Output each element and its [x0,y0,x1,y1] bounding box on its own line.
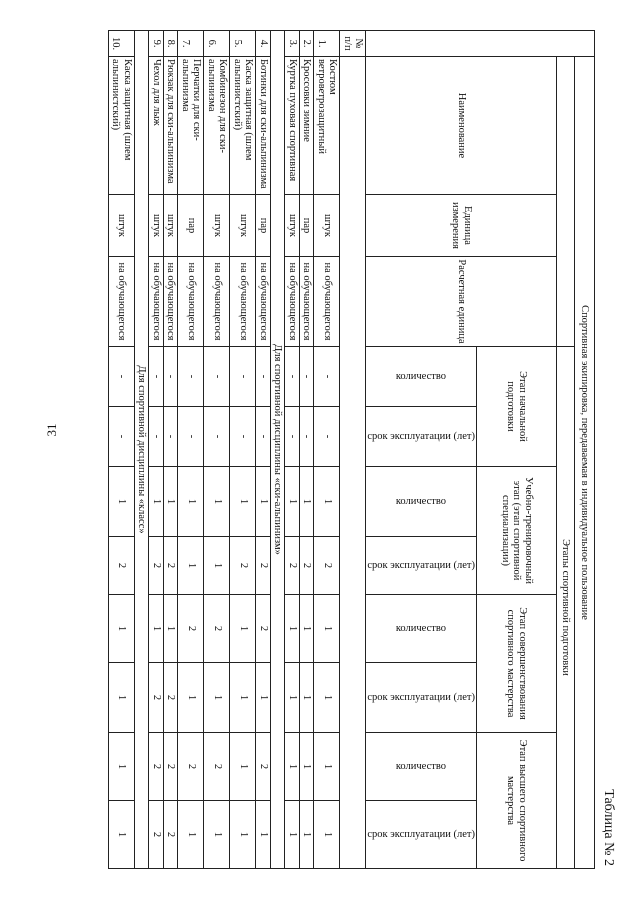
item-name: Костюм ветроветрозащитный [314,57,340,195]
header-stage-3: Этап совершенствования спортивного мастерства [477,595,557,733]
item-name: Каска защитная (шлем альпинистский) [230,57,256,195]
item-calc-unit: на обучающегося [314,257,340,347]
header-stage-2: Учебно-тренировочный этап (этап спортивной специализации) [477,467,557,595]
table-caption: Таблица № 2 [601,789,616,866]
header-spacer [366,31,595,57]
row-number: 4. [256,31,271,57]
header-stage-1: Этап начальной подготовки [477,347,557,467]
header-term-4: срок эксплуатации (лет) [366,801,477,869]
item-calc-unit: на обучающегося [149,257,164,347]
stage-value: 2 [285,537,300,595]
table-row [230,31,256,869]
stage-value: 1 [299,467,314,537]
header-spacer-2 [557,57,575,347]
header-name: Наименование [366,57,557,195]
row-number: 5. [230,31,256,57]
table-body [108,31,340,869]
stage-value: - [178,347,204,407]
table-row [256,31,271,869]
stage-value: 1 [163,467,178,537]
stage-value: - [230,347,256,407]
stage-value: 1 [285,733,300,801]
stage-value: 1 [314,595,340,663]
header-blank [340,57,366,869]
stage-value: 1 [178,537,204,595]
item-name: Комбинезон для ски-альпинизма [204,57,230,195]
stage-value: - [285,347,300,407]
stage-value: - [314,347,340,407]
row-number: 9. [149,31,164,57]
item-calc-unit: на обучающегося [285,257,300,347]
stage-value: - [204,407,230,467]
stage-value: 2 [149,801,164,869]
item-name: Рюкзак для ски-альпинизма [163,57,178,195]
stage-value: 2 [149,663,164,733]
section-title: Для спортивной дисциплины «класс» [134,31,149,869]
stage-value: 1 [108,733,134,801]
header-top: Спортивная экипировка, передаваемая в индивидуальное пользование [575,57,595,869]
stage-value: - [299,407,314,467]
stage-value: 1 [230,801,256,869]
stage-value: 2 [163,733,178,801]
item-unit: штук [108,195,134,257]
stage-value: - [163,347,178,407]
stage-value: 1 [285,801,300,869]
stage-value: 2 [256,733,271,801]
stage-value: 2 [163,537,178,595]
row-number: 8. [163,31,178,57]
header-num: № п/п [340,31,366,57]
stage-value: 1 [204,537,230,595]
item-unit: штук [149,195,164,257]
stage-value: 2 [178,733,204,801]
item-calc-unit: на обучающегося [178,257,204,347]
table-row [299,31,314,869]
item-name: Ботинки для ски-альпинизма [256,57,271,195]
header-term-2: срок эксплуатации (лет) [366,537,477,595]
item-calc-unit: на обучающегося [108,257,134,347]
item-unit: штук [163,195,178,257]
stage-value: 2 [230,537,256,595]
stage-value: 1 [314,663,340,733]
stage-value: - [149,347,164,407]
stage-value: 2 [204,733,230,801]
stage-value: - [230,407,256,467]
item-calc-unit: на обучающегося [256,257,271,347]
rotated-page [85,30,617,868]
item-calc-unit: на обучающегося [204,257,230,347]
stage-value: 2 [256,537,271,595]
stage-value: - [204,347,230,407]
stage-value: 1 [256,467,271,537]
table-row [178,31,204,869]
stage-value: 2 [108,537,134,595]
table-row [314,31,340,869]
table-row [108,31,134,869]
stage-value: 1 [285,595,300,663]
stage-value: 1 [256,663,271,733]
page-number: 31 [44,423,59,437]
item-unit: штук [204,195,230,257]
stage-value: 1 [299,801,314,869]
row-number: 1. [314,31,340,57]
item-name: Куртка пуховая спортивная [285,57,300,195]
stage-value: 1 [299,733,314,801]
stage-value: 1 [230,595,256,663]
stage-value: 1 [108,595,134,663]
section-row [134,31,149,869]
header-qty-3: количество [366,595,477,663]
stage-value: 1 [178,801,204,869]
item-calc-unit: на обучающегося [230,257,256,347]
stage-value: 1 [314,733,340,801]
table-row [149,31,164,869]
stage-value: - [163,407,178,467]
table-row [163,31,178,869]
stage-value: 2 [256,595,271,663]
item-unit: штук [230,195,256,257]
stage-value: 1 [204,467,230,537]
stage-value: - [314,407,340,467]
header-qty-4: количество [366,733,477,801]
stage-value: - [149,407,164,467]
table-row [285,31,300,869]
row-number: 2. [299,31,314,57]
section-title: Для спортивной дисциплины «ски-альпинизм» [270,31,285,869]
stage-value: - [108,347,134,407]
stage-value: 1 [230,733,256,801]
stage-value: 2 [149,733,164,801]
row-number: 3. [285,31,300,57]
header-qty-2: количество [366,467,477,537]
item-unit: пар [256,195,271,257]
stage-value: - [285,407,300,467]
stage-value: 1 [108,801,134,869]
stage-value: 1 [230,467,256,537]
stage-value: 1 [149,467,164,537]
stage-value: 1 [285,663,300,733]
stage-value: 1 [204,663,230,733]
item-calc-unit: на обучающегося [163,257,178,347]
stage-value: 1 [204,801,230,869]
stage-value: 1 [230,663,256,733]
stage-value: 2 [178,595,204,663]
row-number: 10. [108,31,134,57]
stage-value: 1 [149,595,164,663]
stage-value: 2 [299,537,314,595]
header-stages: Этапы спортивной подготовки [557,347,575,869]
item-unit: штук [314,195,340,257]
header-term-1: срок эксплуатации (лет) [366,407,477,467]
stage-value: 1 [256,801,271,869]
header-calc: Расчетная единица [366,257,557,347]
item-name: Каска защитная (шлем альпинистский) [108,57,134,195]
stage-value: 1 [299,663,314,733]
stage-value: 1 [178,663,204,733]
stage-value: - [256,407,271,467]
stage-value: 2 [314,537,340,595]
stage-value: 1 [163,595,178,663]
stage-value: 1 [299,595,314,663]
item-unit: штук [285,195,300,257]
table-row [204,31,230,869]
stage-value: 1 [178,467,204,537]
stage-value: 2 [204,595,230,663]
stage-value: 1 [285,467,300,537]
header-unit: Единица измерения [366,195,557,257]
stage-value: 1 [314,467,340,537]
stage-value: 2 [163,801,178,869]
stage-value: - [178,407,204,467]
header-stage-4: Этап высшего спортивного мастерства [477,733,557,869]
item-unit: пар [299,195,314,257]
section-row [270,31,285,869]
stage-value: - [299,347,314,407]
stage-value: - [256,347,271,407]
row-number: 7. [178,31,204,57]
item-name: Перчатки для ски-альпинизма [178,57,204,195]
item-unit: пар [178,195,204,257]
header-qty-1: количество [366,347,477,407]
equipment-table [108,30,595,869]
item-name: Чехол для лыж [149,57,164,195]
stage-value: - [108,407,134,467]
row-number: 6. [204,31,230,57]
item-calc-unit: на обучающегося [299,257,314,347]
stage-value: 2 [163,663,178,733]
stage-value: 1 [108,467,134,537]
header-term-3: срок эксплуатации (лет) [366,663,477,733]
stage-value: 2 [149,537,164,595]
stage-value: 1 [314,801,340,869]
stage-value: 1 [108,663,134,733]
item-name: Кроссовки зимние [299,57,314,195]
